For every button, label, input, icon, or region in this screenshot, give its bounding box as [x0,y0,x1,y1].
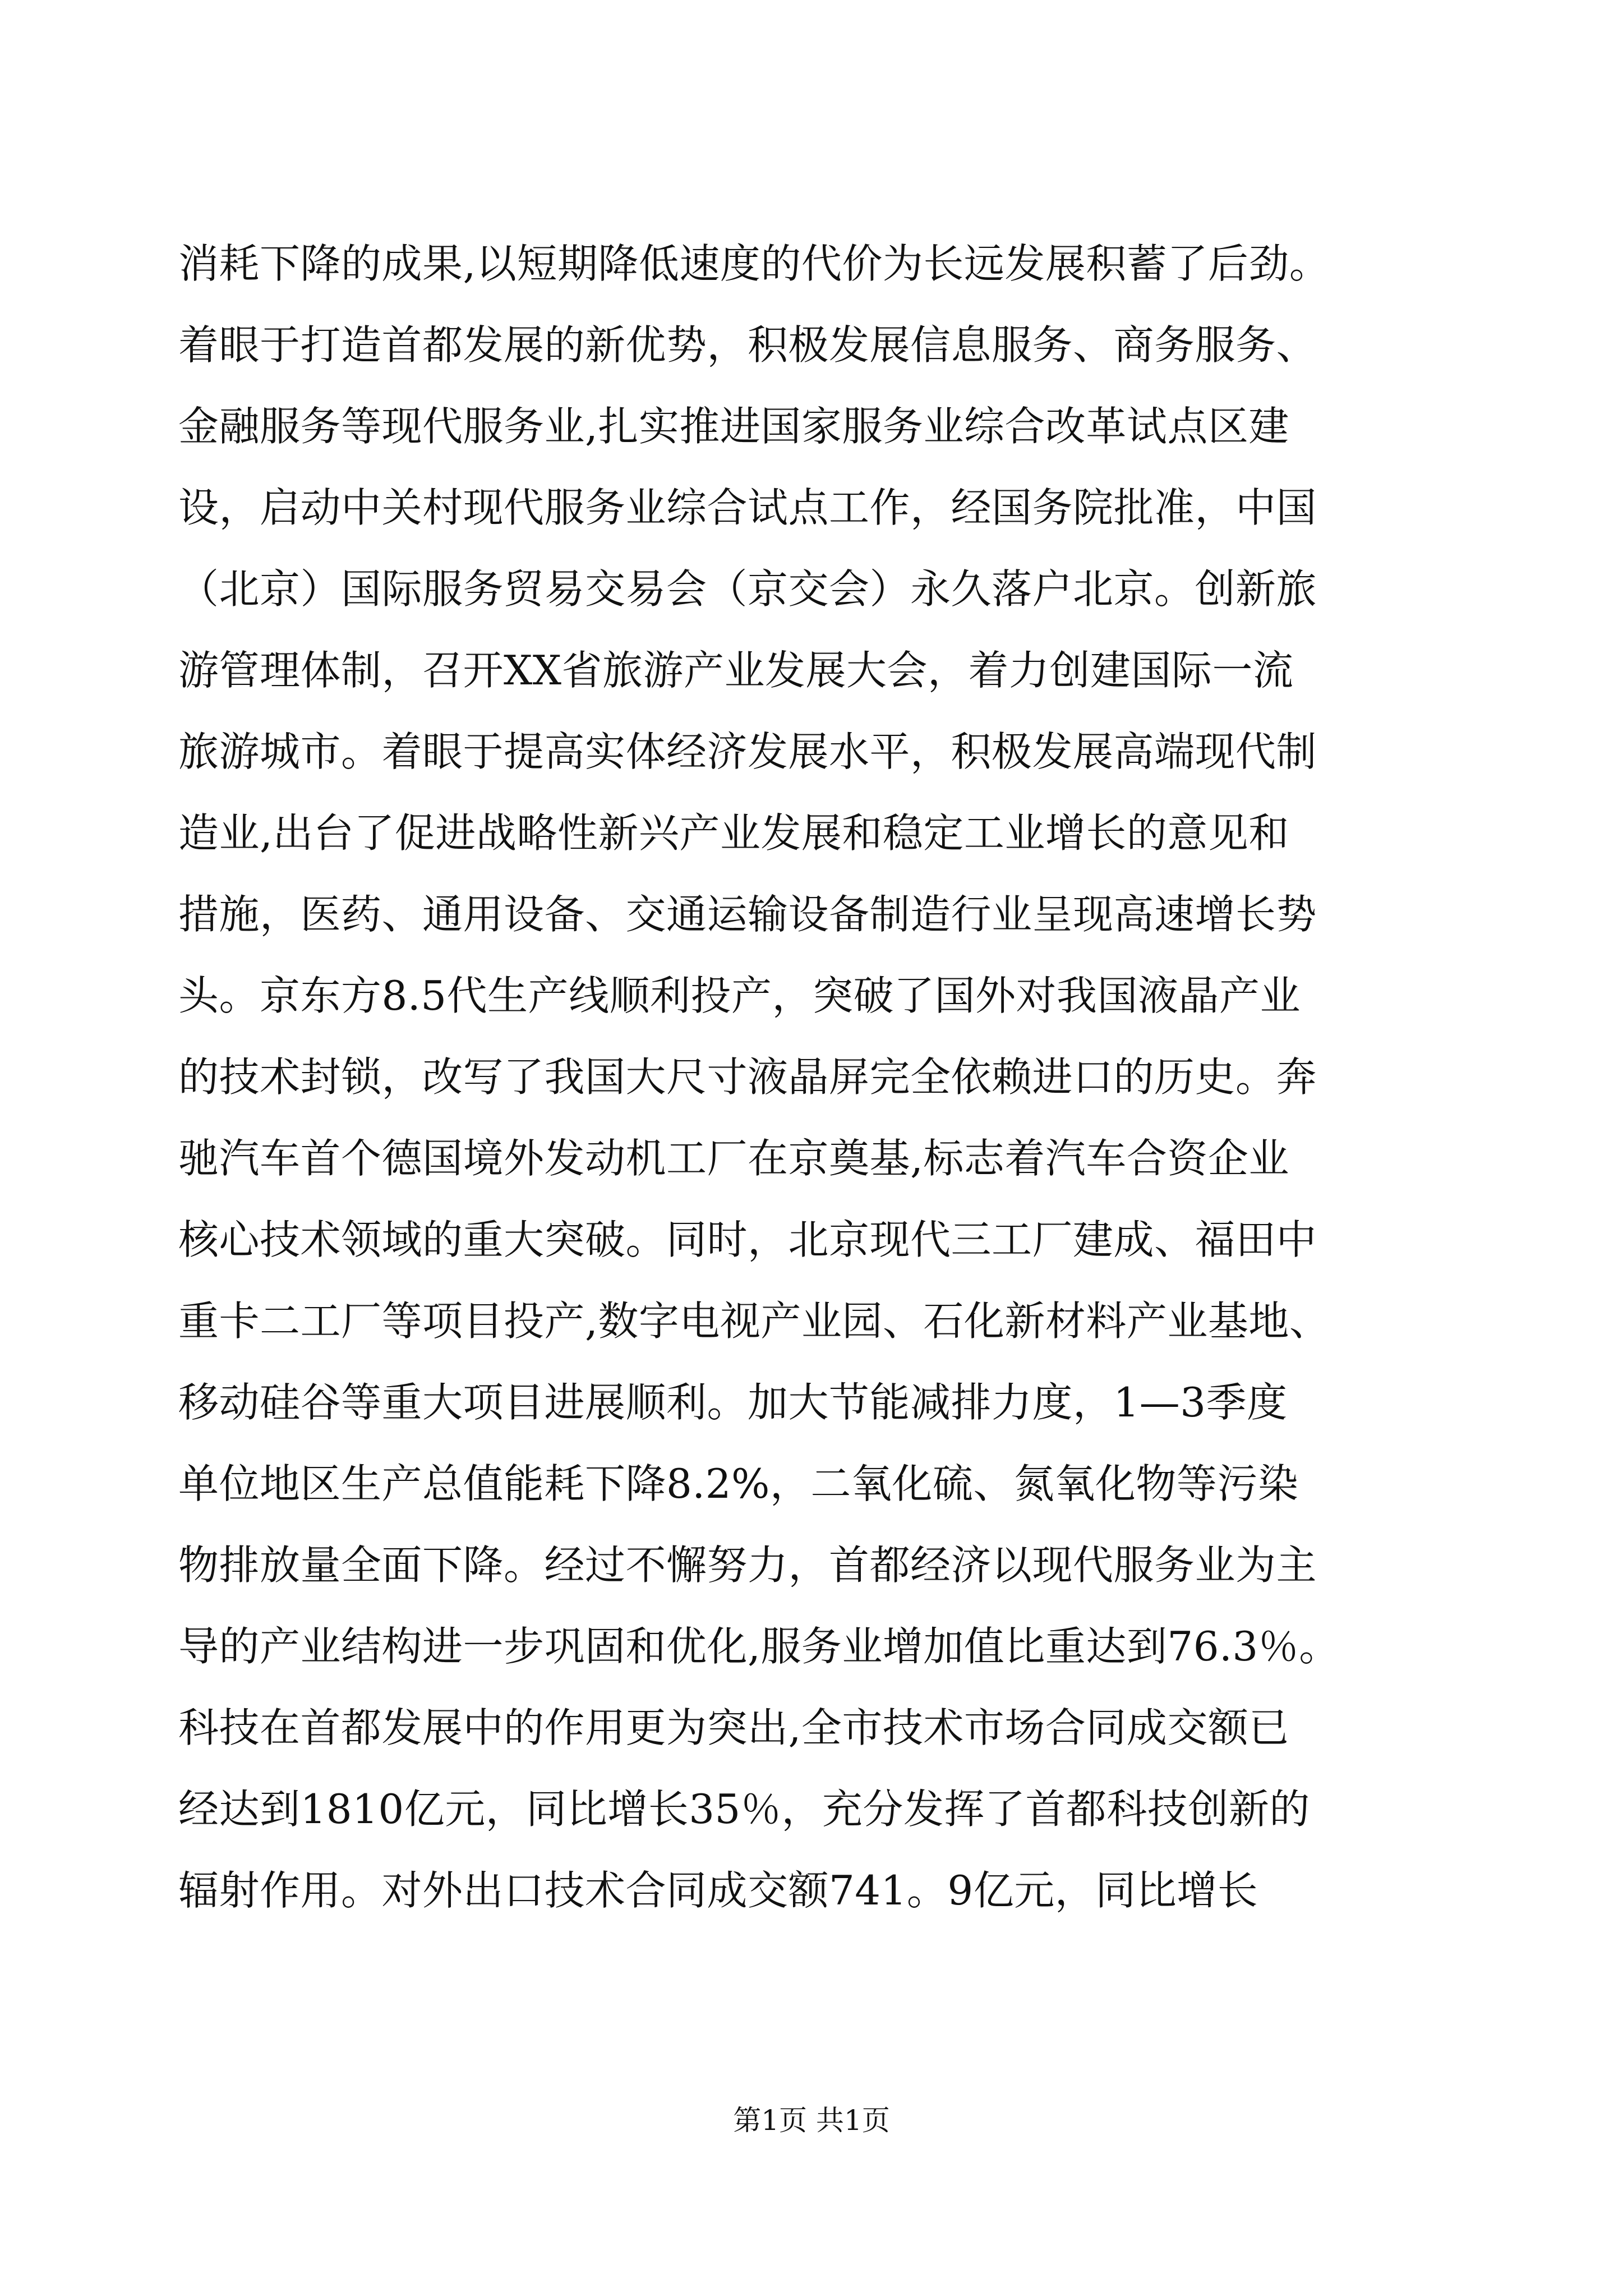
page-number-label: 第1页 共1页 [733,2104,890,2137]
text-line: 重卡二工厂等项目投产,数字电视产业园、石化新材料产业基地、 [178,1297,1330,1345]
body-text [178,223,1491,1931]
text-line: 辐射作用。对外出口技术合同成交额741。9亿元，同比增长 [178,1867,1258,1914]
text-line: 着眼于打造首都发展的新优势，积极发展信息服务、商务服务、 [178,321,1317,369]
text-line: 金融服务等现代服务业,扎实推进国家服务业综合改革试点区建 [178,403,1289,450]
text-line: 物排放量全面下降。经过不懈努力，首都经济以现代服务业为主 [178,1542,1317,1589]
text-line: 措施，医药、通用设备、交通运输设备制造行业呈现高速增长势 [178,891,1317,938]
text-line: 科技在首都发展中的作用更为突出,全市技术市场合同成交额已 [178,1704,1289,1751]
text-line: 造业,出台了促进战略性新兴产业发展和稳定工业增长的意见和 [178,809,1289,857]
text-line: 导的产业结构进一步巩固和优化,服务业增加值比重达到76.3％。 [178,1623,1340,1670]
text-line: 旅游城市。着眼于提高实体经济发展水平，积极发展高端现代制 [178,728,1317,775]
text-line: 经达到1810亿元，同比增长35％，充分发挥了首都科技创新的 [178,1786,1310,1833]
text-line: 核心技术领域的重大突破。同时，北京现代三工厂建成、福田中 [178,1216,1317,1263]
text-line: 的技术封锁，改写了我国大尺寸液晶屏完全依赖进口的历史。奔 [178,1053,1317,1101]
text-line: 头。京东方8.5代生产线顺利投产，突破了国外对我国液晶产业 [178,972,1301,1019]
text-line: 移动硅谷等重大项目进展顺利。加大节能减排力度，1—3季度 [178,1379,1288,1426]
text-line: 消耗下降的成果,以短期降低速度的代价为长远发展积蓄了后劲。 [178,240,1330,287]
text-line: （北京）国际服务贸易交易会（京交会）永久落户北京。创新旅 [178,565,1317,613]
text-line: 驰汽车首个德国境外发动机工厂在京奠基,标志着汽车合资企业 [178,1135,1289,1182]
page-footer [0,2098,1623,2143]
text-line: 单位地区生产总值能耗下降8.2%，二氧化硫、氮氧化物等污染 [178,1460,1299,1507]
text-line: 设，启动中关村现代服务业综合试点工作，经国务院批准，中国 [178,484,1317,531]
text-line: 游管理体制，召开XX省旅游产业发展大会，着力创建国际一流 [178,647,1294,694]
